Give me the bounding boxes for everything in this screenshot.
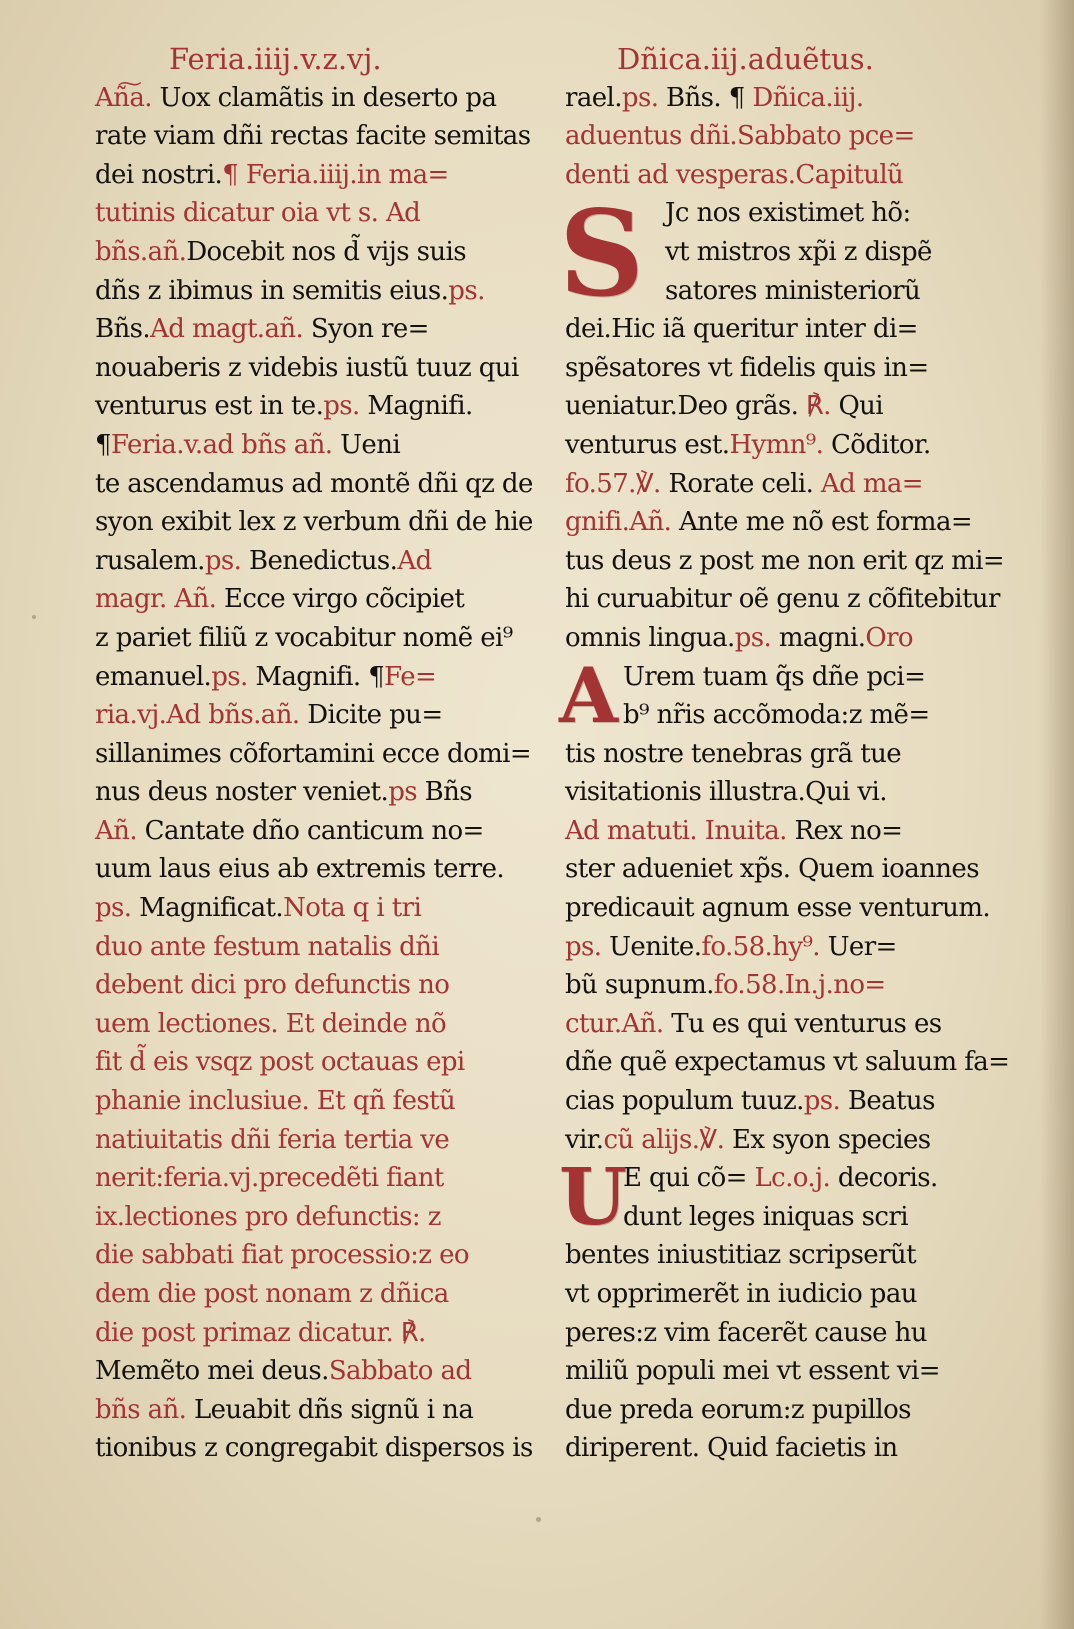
body-text: cias populum tuuz.: [565, 1086, 804, 1117]
body-text: Beatus: [840, 1086, 935, 1117]
text-line: [565, 1314, 1035, 1353]
body-text: hi curuabitur oẽ genu z cõfitebitur: [565, 584, 1000, 615]
rubric-text: Hymn⁹.: [729, 429, 824, 460]
body-text: dunt leges iniquas scri: [623, 1201, 908, 1232]
text-line: [565, 1043, 1035, 1082]
body-text: Cõditor.: [823, 429, 931, 460]
rubric-text: Añ͠a.: [95, 82, 152, 113]
rubric-text: denti ad vesperas.Capitulũ: [565, 159, 904, 190]
text-line: [95, 1121, 550, 1160]
body-text: sillanimes cõfortamini ecce domi=: [95, 738, 532, 769]
text-line: [95, 310, 550, 349]
body-text: Rex no=: [786, 815, 903, 846]
body-text: Ecce virgo cõcipiet: [216, 584, 465, 615]
text-line: [565, 1082, 1035, 1121]
body-text: satores ministeriorũ: [665, 275, 921, 306]
text-line: [565, 1005, 1035, 1044]
rubric-text: die post primaz dicatur. ℟.: [95, 1317, 426, 1348]
rubric-text: ria.vj.Ad bñs.añ.: [95, 700, 300, 731]
body-text: Bñs: [416, 777, 473, 808]
text-line: [95, 465, 550, 504]
text-line: [565, 1236, 1035, 1275]
body-text: Magnifi.: [359, 391, 473, 422]
text-line: [95, 850, 550, 889]
text-line: [95, 1275, 550, 1314]
body-text: Docebit nos d̃ vijs suis: [186, 236, 466, 267]
text-line: [565, 1352, 1035, 1391]
right-text-after-initial-a: [565, 735, 1035, 1160]
rubric-text: fo.58.In.j.no=: [713, 970, 886, 1001]
right-text-before-initial-s: [565, 79, 1035, 195]
body-text: spẽsatores vt fidelis quis in=: [565, 352, 929, 383]
body-text: ueniatur.Deo grãs.: [565, 391, 799, 422]
text-line: [565, 426, 1035, 465]
text-line: [95, 194, 550, 233]
rubric-text: ix.lectiones pro defunctis: z: [95, 1201, 441, 1232]
body-text: rael.: [565, 82, 622, 113]
rubric-text: ps.: [621, 82, 659, 113]
decorated-initial-u: U: [559, 1152, 628, 1244]
right-text-after-initial-s: [565, 310, 1035, 657]
wormhole-dot: [32, 615, 36, 619]
body-text: vt mistros xp̃i z dispẽ: [665, 236, 932, 267]
body-text: Ante me nõ est forma=: [671, 507, 973, 538]
body-text: dñe quẽ expectamus vt saluum fa=: [565, 1047, 1010, 1078]
rubric-text: magr. Añ.: [95, 584, 217, 615]
body-text: visitationis illustra.Qui vi.: [565, 777, 887, 808]
rubric-text: Añ.: [95, 815, 137, 846]
text-line: [95, 1236, 550, 1275]
text-line: [95, 233, 550, 272]
initial-block-a: [559, 650, 1035, 740]
rubric-text: fit d̃ eis vsqz post octauas epi: [95, 1047, 465, 1078]
rubric-text: ℟.: [798, 391, 831, 422]
body-text: vt opprimerẽt in iudicio pau: [565, 1279, 917, 1309]
initial-block-u: [559, 1152, 1035, 1244]
body-text: Magnifi. ¶: [247, 661, 385, 692]
wormhole-dot: [536, 1517, 541, 1522]
text-line: [95, 1198, 550, 1237]
rubric-text: Ad: [397, 545, 432, 576]
text-line: [95, 1314, 550, 1353]
rubric-text: ctur.Añ.: [565, 1008, 664, 1039]
text-line: [565, 773, 1035, 812]
body-text: bentes iniustitiaz scripserũt: [565, 1240, 916, 1271]
rubric-text: debent dici pro defunctis no: [95, 970, 450, 1001]
body-text: Bñs. ¶: [658, 82, 745, 113]
text-line: [565, 928, 1035, 967]
initial-block-s: [559, 184, 1035, 324]
text-line: [95, 349, 550, 388]
body-text: tionibus z congregabit dispersos is: [95, 1433, 533, 1464]
page-edge-shadow: [1040, 0, 1074, 1629]
text-line: [95, 542, 550, 581]
rubric-text: nerit:feria.vj.precedẽti fiant: [95, 1163, 444, 1194]
body-text: tis nostre tenebras grã tue: [565, 738, 902, 769]
rubric-text: Oro: [865, 622, 913, 653]
body-text: z pariet filiũ z vocabitur nomẽ ei⁹: [95, 622, 513, 653]
left-column: [95, 40, 550, 1468]
body-text: diriperent. Quid facietis in: [565, 1433, 898, 1464]
body-text: Urem tuam q̃s dñe pci=: [623, 661, 926, 692]
body-text: venturus est in te.: [95, 391, 324, 422]
text-line: [565, 812, 1035, 851]
text-line: [95, 735, 550, 774]
rubric-text: dem die post nonam z dñica: [95, 1279, 449, 1309]
rubric-text: bñs.añ.: [95, 236, 187, 267]
text-line: [95, 272, 550, 311]
text-line: [565, 580, 1035, 619]
text-line: [623, 1198, 1035, 1237]
text-line: [95, 1352, 550, 1391]
decorated-initial-a: A: [559, 650, 618, 740]
rubric-text: ps.: [211, 661, 248, 692]
rubric-text: gnifi.Añ.: [565, 507, 672, 538]
body-text: decoris.: [830, 1163, 938, 1194]
text-line: [95, 1159, 550, 1198]
text-line: [95, 1082, 550, 1121]
text-line: [565, 850, 1035, 889]
text-line: [95, 773, 550, 812]
body-text: Magnificat.: [131, 893, 284, 924]
text-line: [95, 1391, 550, 1430]
rubric-text: Ad matuti. Inuita.: [565, 815, 787, 846]
rubric-text: ps.: [448, 275, 485, 306]
rubric-text: ps.: [95, 893, 132, 924]
rubric-text: duo ante festum natalis dñi: [95, 931, 440, 962]
body-text: E qui cõ=: [623, 1163, 747, 1194]
text-line: [565, 619, 1035, 658]
text-line: [665, 272, 1035, 311]
text-line: [95, 1429, 550, 1468]
body-text: miliũ populi mei vt essent vi=: [565, 1356, 940, 1387]
text-line: [565, 503, 1035, 542]
body-text: vir.: [565, 1124, 604, 1155]
body-text: due preda eorum:z pupillos: [565, 1394, 911, 1425]
rubric-text: Ad magt.añ.: [150, 314, 304, 345]
left-column-heading: Feria.iiij.v.z.vj.: [169, 42, 382, 76]
body-text: Tu es qui venturus es: [663, 1008, 942, 1039]
rubric-text: cũ alijs.℣.: [603, 1124, 725, 1155]
rubric-text: ps.: [803, 1086, 841, 1117]
rubric-text: Fe=: [384, 661, 437, 692]
right-column: [559, 40, 1035, 1468]
body-text: b⁹ nr̃is accõmoda:z mẽ=: [623, 700, 930, 731]
text-line: [95, 619, 550, 658]
text-line: [623, 696, 1035, 735]
rubric-text: Ad ma=: [813, 468, 923, 499]
text-line: [565, 735, 1035, 774]
body-text: Ueni: [332, 429, 401, 460]
body-text: predicauit agnum esse venturum.: [565, 893, 991, 924]
body-text: tus deus z post me non erit qz mi=: [565, 545, 1005, 576]
text-line: [565, 1391, 1035, 1430]
decorated-initial-s: S: [559, 184, 645, 324]
text-line: [565, 1429, 1035, 1468]
rubric-text: ps.: [734, 622, 772, 653]
body-text: rusalem.: [95, 545, 205, 576]
text-line: [95, 928, 550, 967]
body-text: ster adueniet xp̃s. Quem ioannes: [565, 854, 979, 885]
text-line: [565, 1121, 1035, 1160]
body-text: peres:z vim facerẽt cause hu: [565, 1317, 927, 1348]
text-line: [565, 542, 1035, 581]
rubric-text: fo.58.hy⁹.: [701, 931, 820, 962]
body-text: omnis lingua.: [565, 622, 735, 653]
text-line: [623, 658, 1035, 697]
body-text: Uer=: [819, 931, 897, 962]
text-line: [565, 387, 1035, 426]
text-line: [95, 1005, 550, 1044]
body-text: Dicite pu=: [299, 700, 443, 731]
body-text: dei.Hic iã queritur inter di=: [565, 314, 918, 345]
rubric-text: ps.: [565, 931, 602, 962]
text-line: [565, 966, 1035, 1005]
text-line: [95, 387, 550, 426]
text-line: [95, 812, 550, 851]
left-column-text: [95, 79, 550, 1468]
rubric-text: bñs añ.: [95, 1394, 187, 1425]
body-text: bũ supnum.: [565, 970, 714, 1001]
text-line: [565, 1275, 1035, 1314]
body-text: te ascendamus ad montẽ dñi qz de: [95, 468, 533, 499]
body-text: rate viam dñi rectas facite semitas: [95, 121, 531, 152]
rubric-text: ¶ Feria.iiij.in ma=: [222, 159, 449, 190]
text-line: [95, 503, 550, 542]
text-line: [95, 426, 550, 465]
body-text: ¶: [95, 429, 111, 460]
rubric-text: uem lectiones. Et deinde nõ: [95, 1008, 447, 1039]
body-text: Jc nos existimet hõ:: [665, 198, 911, 229]
body-text: emanuel.: [95, 661, 212, 692]
text-line: [95, 889, 550, 928]
body-text: Memẽto mei deus.: [95, 1356, 329, 1387]
text-line: [565, 79, 1035, 118]
rubric-text: natiuitatis dñi feria tertia ve: [95, 1124, 450, 1155]
initial-u-lines: [565, 1159, 1035, 1236]
rubric-text: ps: [388, 777, 417, 808]
rubric-text: die sabbati fiat processio:z eo: [95, 1240, 469, 1271]
text-line: [565, 465, 1035, 504]
text-line: [95, 1043, 550, 1082]
body-text: Benedictus.: [241, 545, 398, 576]
rubric-text: fo.57.℣.: [565, 468, 661, 499]
text-line: [95, 580, 550, 619]
text-line: [95, 696, 550, 735]
body-text: venturus est.: [565, 429, 730, 460]
text-line: [623, 1159, 1035, 1198]
text-line: [565, 349, 1035, 388]
text-line: [665, 233, 1035, 272]
body-text: nouaberis z videbis iustũ tuuz qui: [95, 352, 519, 383]
body-text: Cantate dño canticum no=: [137, 815, 484, 846]
rubric-text: ps.: [204, 545, 242, 576]
body-text: Rorate celi.: [660, 468, 814, 499]
rubric-text: Feria.v.ad bñs añ.: [110, 429, 333, 460]
rubric-text: Lc.o.j.: [746, 1163, 831, 1194]
text-line: [565, 889, 1035, 928]
body-text: Qui: [830, 391, 884, 422]
body-text: uum laus eius ab extremis terre.: [95, 854, 505, 885]
initial-a-lines: [565, 658, 1035, 735]
body-text: nus deus noster veniet.: [95, 777, 389, 808]
body-text: Syon re=: [303, 314, 429, 345]
body-text: Leuabit dñs signũ i na: [186, 1394, 474, 1425]
body-text: Ex syon species: [724, 1124, 931, 1155]
body-text: dei nostri.: [95, 159, 223, 190]
text-line: [665, 194, 1035, 233]
rubric-text: aduentus dñi.Sabbato pce=: [565, 121, 915, 152]
text-line: [95, 117, 550, 156]
rubric-text: phanie inclusiue. Et qñ festũ: [95, 1086, 456, 1117]
body-text: Bñs.: [95, 314, 151, 345]
text-line: [565, 117, 1035, 156]
body-text: syon exibit lex z verbum dñi de hie: [95, 507, 533, 538]
rubric-text: ps.: [323, 391, 360, 422]
text-line: [95, 79, 550, 118]
body-text: magni.: [771, 622, 866, 653]
rubric-text: Dñica.iij.: [744, 82, 864, 113]
text-line: [95, 156, 550, 195]
rubric-text: tutinis dicatur oia vt s. Ad: [95, 198, 421, 229]
rubric-text: Nota q i tri: [283, 893, 422, 924]
body-text: dñs z ibimus in semitis eius.: [95, 275, 449, 306]
right-text-after-initial-u: [565, 1236, 1035, 1468]
text-line: [95, 966, 550, 1005]
body-text: Uenite.: [601, 931, 702, 962]
text-line: [95, 658, 550, 697]
rubric-text: Sabbato ad: [328, 1356, 472, 1387]
right-column-heading: Dñica.iij.aduẽtus.: [617, 42, 874, 76]
body-text: Uox clamãtis in deserto pa: [151, 82, 497, 113]
